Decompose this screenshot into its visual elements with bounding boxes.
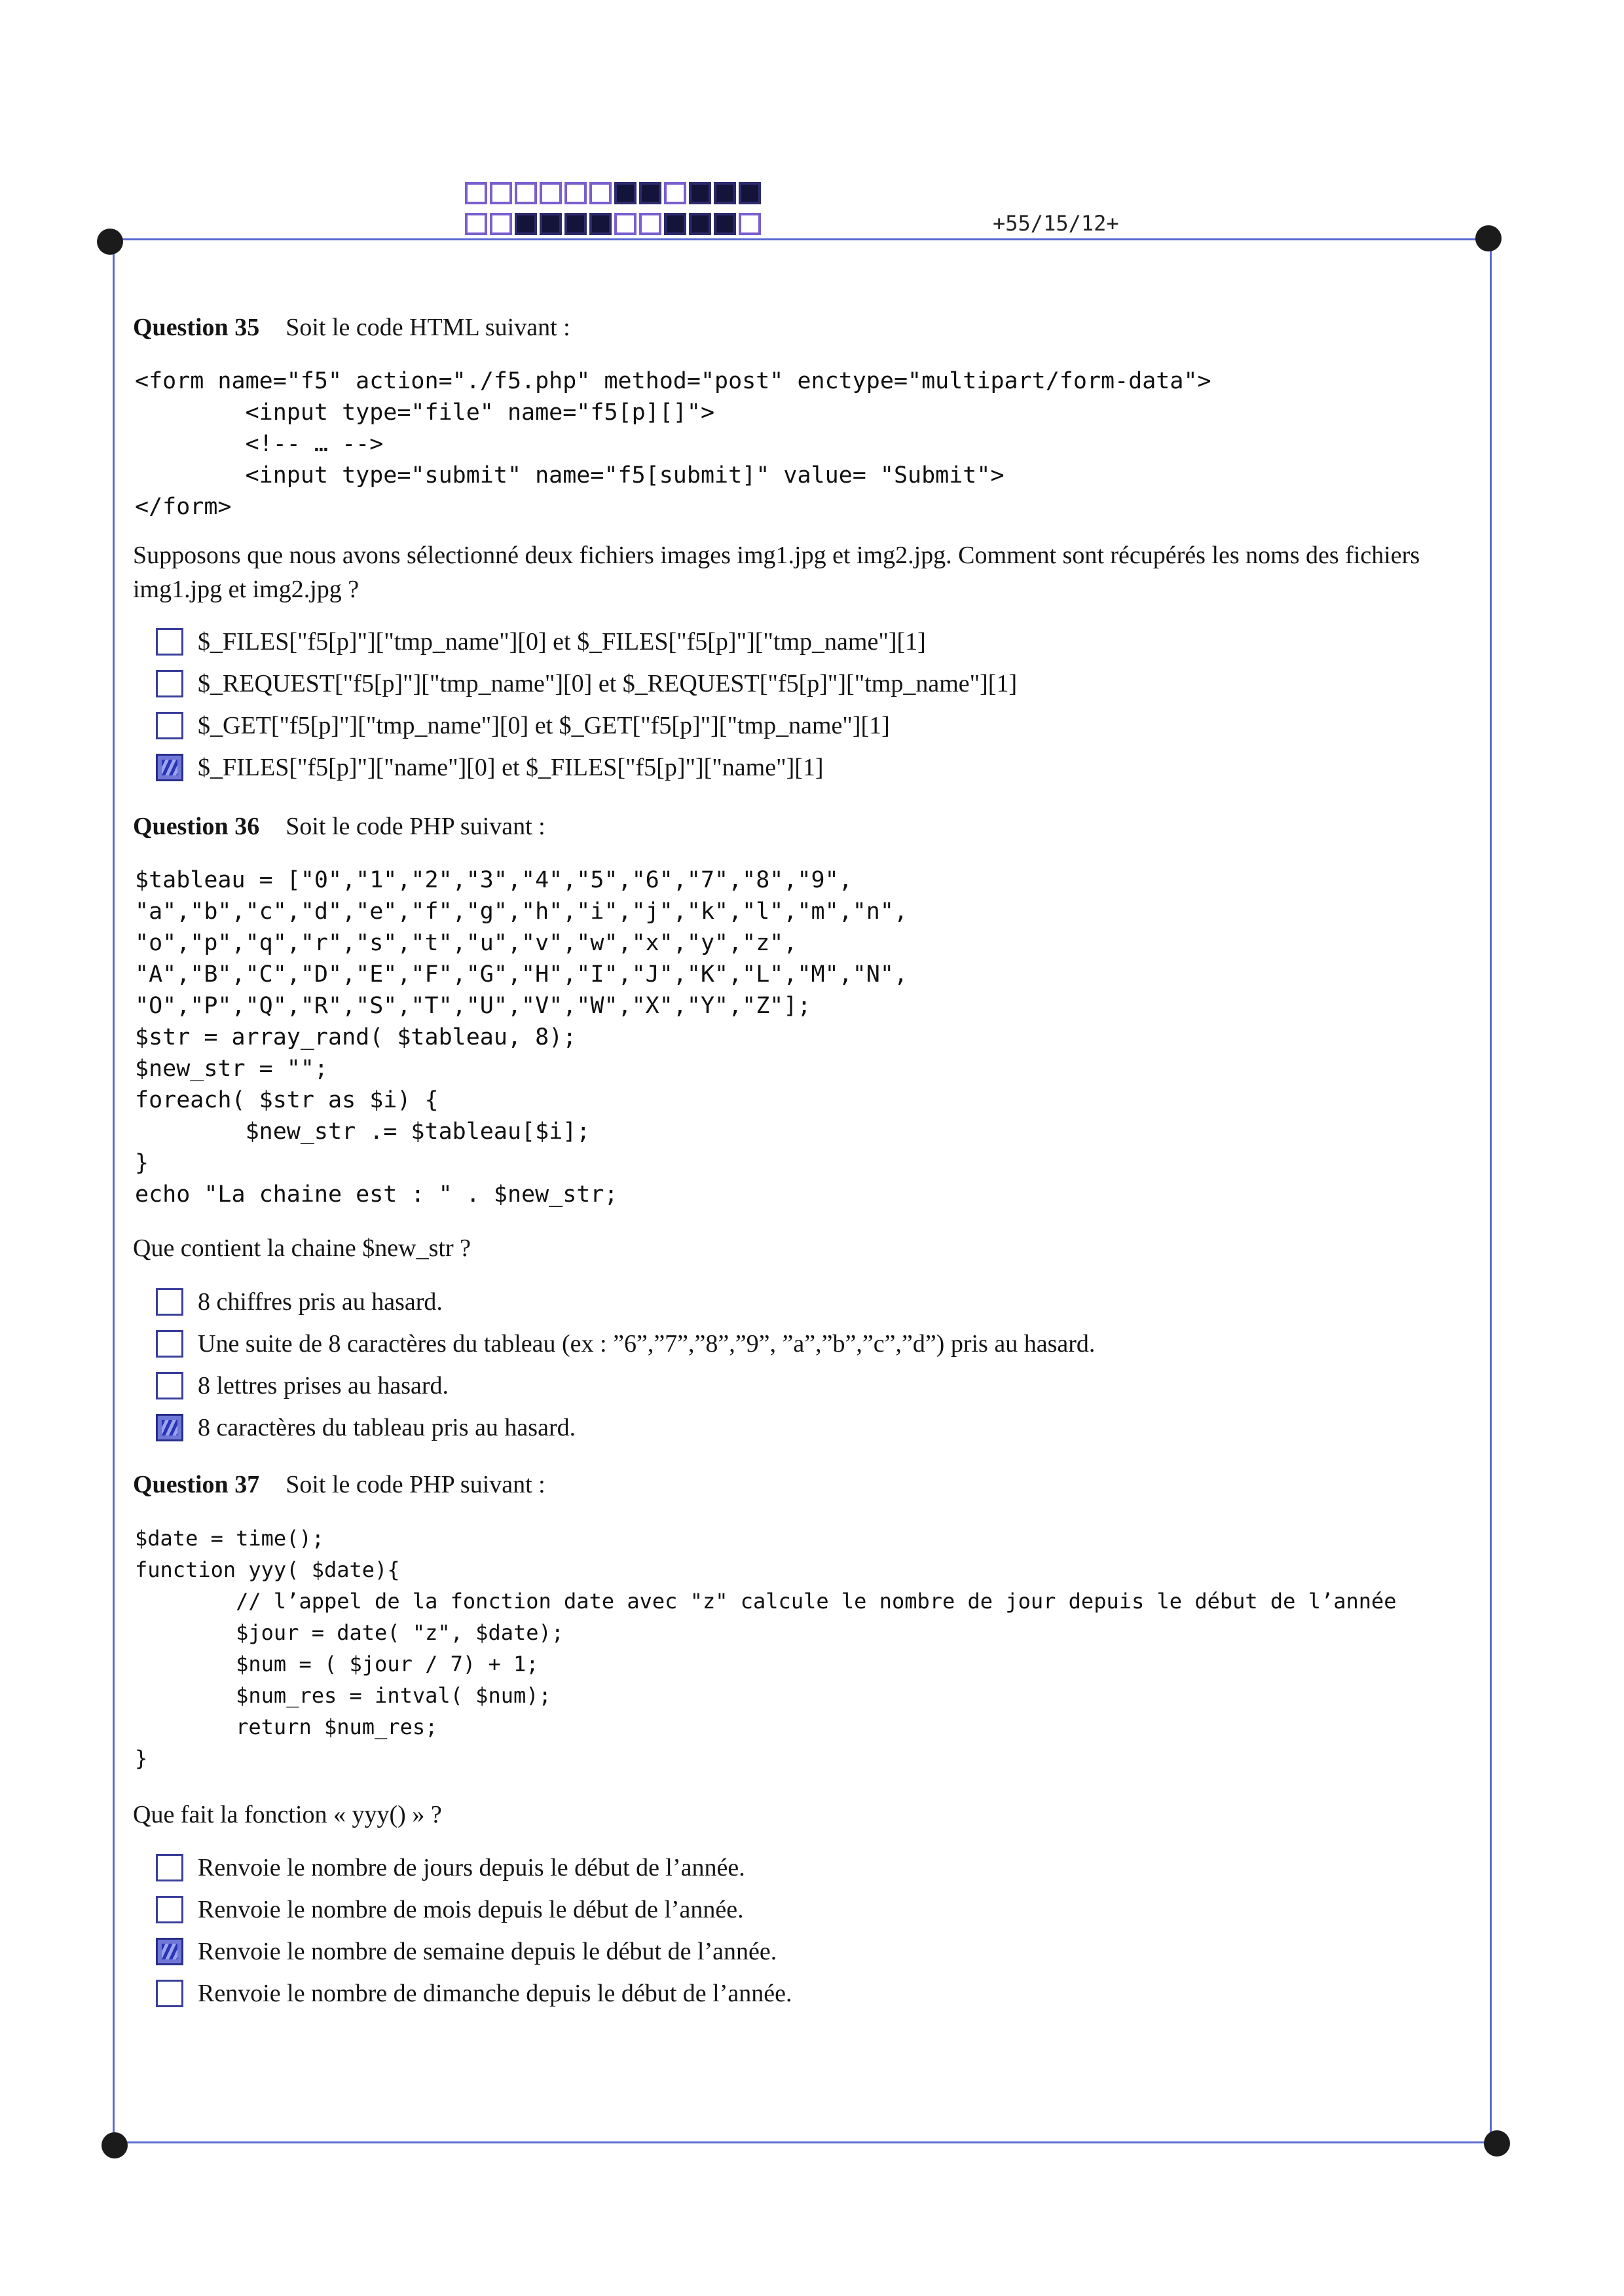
checkbox[interactable] [156, 1938, 183, 1965]
code-cell [465, 182, 487, 204]
code-cell [739, 213, 761, 235]
answer-label: 8 lettres prises au hasard. [198, 1372, 449, 1399]
q35-prompt: Supposons que nous avons sélectionné deux fichiers images img1.jpg et img2.jpg. Comment sont récupérés les noms des fichiers img1.jpg et img2.jpg ? [133, 542, 1420, 603]
q36-answer-d[interactable] [156, 1411, 576, 1444]
answer-label: Renvoie le nombre de dimanche depuis le début de l’année. [198, 1980, 792, 2007]
q36-code-block: $tableau = ["0","1","2","3","4","5","6","7","8","9", "a","b","c","d","e","f","g","h","i","j","k","l","m","n", "o","p","q","r","s","t","u","v","w","x","y","z", "A","B","C","D","E","F","G","H","I","J","K","L","M","N", "O","P","Q","R","S","T","U","V","W","X","Y","Z"]; $str = array_rand( $tableau, 8); $new_str = ""; foreach( $str as $i) { $new_str .= $tableau[$i]; } echo "La chaine est : " . $new_str; [135, 867, 908, 1208]
code-cell [589, 182, 612, 204]
corner-marker-bottom-left [101, 2132, 128, 2158]
code-cell [490, 182, 512, 204]
frame-top-line [110, 238, 1490, 240]
q35-intro: Soit le code HTML suivant : [286, 314, 570, 341]
q37-heading [133, 1470, 545, 1499]
answer-label: $_FILES["f5[p]"]["name"][0] et $_FILES["f5[p]"]["name"][1] [198, 754, 824, 781]
checkbox[interactable] [156, 1288, 183, 1316]
q36-title: Question 36 [133, 813, 260, 840]
q36-intro: Soit le code PHP suivant : [286, 813, 545, 840]
code-cell [589, 213, 612, 235]
q37-answer-c[interactable] [156, 1935, 777, 1968]
q37-answer-d[interactable] [156, 1977, 792, 2010]
q37-code-block: $date = time(); function yyy( $date){ // l’appel de la fonction date avec "z" calcule le nombre de jour depuis le début de l’année $jour = date( "z", $date); $num = ( $jour / 7) + 1; $num_res = intval( $num); return $num_res; } [135, 1526, 1397, 1771]
q36-prompt: Que contient la chaine $new_str ? [133, 1234, 471, 1262]
q35-answer-b[interactable] [156, 667, 1017, 700]
frame-right-line [1490, 240, 1492, 2145]
answer-label: Une suite de 8 caractères du tableau (ex : ”6”,”7”,”8”,”9”, ”a”,”b”,”c”,”d”) pris au hasard. [198, 1330, 1096, 1358]
code-cell [614, 213, 637, 235]
code-cell [515, 213, 537, 235]
exam-id: +55/15/12+ [993, 211, 1119, 236]
code-cell [639, 213, 661, 235]
q36-answer-a[interactable] [156, 1286, 443, 1318]
q35-code-block: <form name="f5" action="./f5.php" method="post" enctype="multipart/form-data"> <input type="file" name="f5[p][]"> <!-- … --> <input type="submit" name="f5[submit]" value= "Submit"> </form> [135, 368, 1211, 520]
checkbox[interactable] [156, 628, 183, 656]
code-cell [739, 182, 761, 204]
q35-heading [133, 313, 570, 342]
code-cell [639, 182, 661, 204]
code-cell [689, 182, 711, 204]
q37-answer-b[interactable] [156, 1893, 744, 1926]
answer-label: $_FILES["f5[p]"]["tmp_name"][0] et $_FILES["f5[p]"]["tmp_name"][1] [198, 628, 926, 656]
checkbox[interactable] [156, 1330, 183, 1358]
checkbox[interactable] [156, 754, 183, 781]
frame-bottom-line [115, 2141, 1498, 2143]
q35-answer-d[interactable] [156, 751, 824, 784]
code-cell [664, 213, 686, 235]
answer-label: 8 chiffres pris au hasard. [198, 1288, 443, 1316]
q36-answer-b[interactable] [156, 1327, 1095, 1360]
checkbox[interactable] [156, 670, 183, 697]
binary-code-row-2 [465, 213, 764, 235]
q35-title: Question 35 [133, 314, 260, 341]
code-cell [515, 182, 537, 204]
code-cell [564, 182, 587, 204]
checkbox[interactable] [156, 1896, 183, 1923]
corner-marker-top-left [97, 229, 123, 255]
code-cell [490, 213, 512, 235]
q35-answer-a[interactable] [156, 625, 926, 658]
code-cell [540, 182, 562, 204]
q37-prompt: Que fait la fonction « yyy() » ? [133, 1801, 442, 1828]
code-cell [714, 182, 736, 204]
answer-label: $_REQUEST["f5[p]"]["tmp_name"][0] et $_REQUEST["f5[p]"]["tmp_name"][1] [198, 670, 1018, 697]
code-cell [714, 213, 736, 235]
code-cell [664, 182, 686, 204]
corner-marker-top-right [1475, 225, 1502, 251]
q36-heading [133, 812, 545, 841]
answer-label: Renvoie le nombre de mois depuis le début de l’année. [198, 1896, 744, 1923]
code-cell [689, 213, 711, 235]
answer-label: Renvoie le nombre de jours depuis le début de l’année. [198, 1854, 745, 1881]
code-cell [614, 182, 637, 204]
answer-label: $_GET["f5[p]"]["tmp_name"][0] et $_GET["f5[p]"]["tmp_name"][1] [198, 712, 890, 739]
q35-answer-c[interactable] [156, 709, 890, 742]
checkbox[interactable] [156, 1372, 183, 1399]
q37-title: Question 37 [133, 1471, 260, 1498]
frame-left-line [113, 240, 115, 2145]
binary-code-row-1 [465, 182, 764, 204]
checkbox[interactable] [156, 1980, 183, 2007]
q37-answer-a[interactable] [156, 1851, 745, 1884]
code-cell [564, 213, 587, 235]
answer-label: Renvoie le nombre de semaine depuis le début de l’année. [198, 1938, 777, 1965]
q36-answer-c[interactable] [156, 1369, 449, 1402]
checkbox[interactable] [156, 1854, 183, 1881]
answer-label: 8 caractères du tableau pris au hasard. [198, 1414, 576, 1441]
checkbox[interactable] [156, 712, 183, 739]
corner-marker-bottom-right [1484, 2130, 1510, 2157]
code-cell [465, 213, 487, 235]
checkbox[interactable] [156, 1414, 183, 1441]
q37-intro: Soit le code PHP suivant : [286, 1471, 545, 1498]
code-cell [540, 213, 562, 235]
